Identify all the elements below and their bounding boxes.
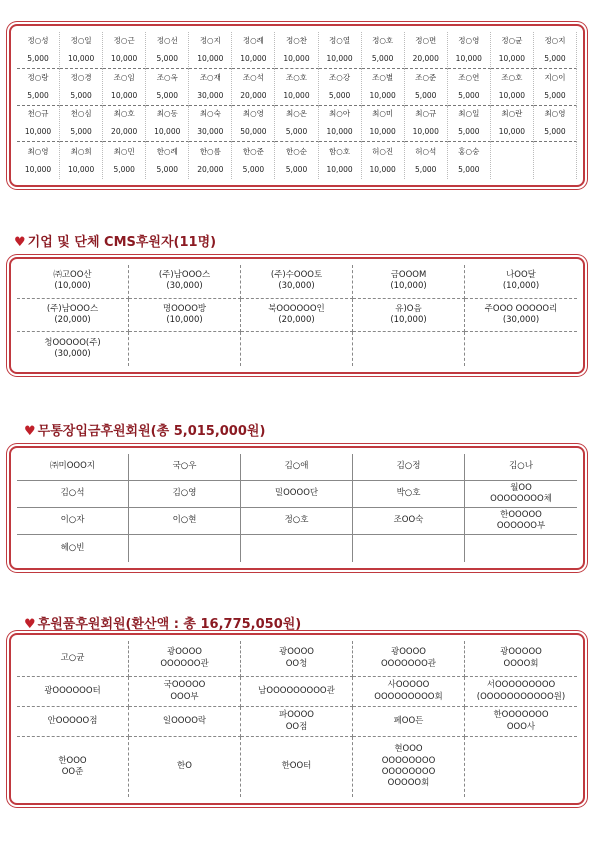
donor-name: 밀OOOO단 bbox=[274, 488, 319, 499]
donor-cell bbox=[17, 265, 129, 299]
donor-name: 광OOOOOO터 bbox=[44, 685, 101, 696]
donor-cell bbox=[241, 641, 353, 677]
donor-cell bbox=[448, 69, 491, 106]
donor-cell bbox=[241, 265, 353, 299]
donor-cell bbox=[353, 641, 465, 677]
donor-cell bbox=[129, 299, 241, 333]
donor-cell bbox=[129, 454, 241, 481]
donor-name: 정○지 bbox=[199, 35, 221, 45]
donor-name: 김○애 bbox=[284, 461, 309, 472]
donor-detail: 20,000 bbox=[197, 164, 224, 174]
donor-cell bbox=[362, 32, 405, 69]
section-heading-bank bbox=[24, 420, 265, 439]
donor-cell bbox=[241, 737, 353, 797]
donor-cell bbox=[275, 106, 318, 143]
heart-icon: ♥ bbox=[24, 424, 36, 439]
donor-name: 안OOOOO점 bbox=[47, 715, 98, 726]
donor-name: 정○선 bbox=[156, 35, 178, 45]
donor-cell bbox=[319, 32, 362, 69]
donor-detail: 5,000 bbox=[328, 90, 351, 100]
donor-grid-bank bbox=[9, 446, 585, 570]
donor-cell bbox=[465, 265, 577, 299]
donor-detail: 10,000 bbox=[24, 164, 52, 174]
donor-name: 파OOOO bbox=[279, 710, 314, 721]
donor-cell bbox=[103, 142, 146, 179]
donor-name: 정○지 bbox=[544, 35, 566, 45]
donor-detail: OOOOOOOOO회 bbox=[374, 691, 443, 702]
donor-detail: 30,000 bbox=[197, 127, 224, 137]
donor-detail: 30,000 bbox=[197, 90, 224, 100]
donor-cell bbox=[17, 677, 129, 707]
donor-detail: 5,000 bbox=[285, 127, 308, 137]
donor-cell bbox=[17, 299, 129, 333]
donor-name: 조○연 bbox=[458, 72, 480, 82]
donor-name: 조OO숙 bbox=[393, 515, 424, 526]
donor-name: 정○성 bbox=[27, 35, 49, 45]
donor-detail: 10,000 bbox=[326, 164, 353, 174]
donor-cell bbox=[17, 508, 129, 535]
donor-cell bbox=[465, 299, 577, 333]
donor-name: 광OOOO bbox=[167, 647, 202, 658]
donor-cell bbox=[103, 69, 146, 106]
donor-cell bbox=[491, 106, 534, 143]
donor-name: 페OO든 bbox=[393, 715, 424, 726]
heart-icon: ♥ bbox=[14, 235, 26, 250]
donor-detail: 10,000 bbox=[498, 53, 525, 63]
donor-cell bbox=[448, 142, 491, 179]
donor-cell bbox=[17, 332, 129, 366]
donor-cell bbox=[129, 707, 241, 737]
donor-name: 조○호 bbox=[501, 72, 523, 82]
donor-detail: 5,000 bbox=[285, 164, 308, 174]
donor-name: 정○균 bbox=[501, 35, 523, 45]
donor-name: 한OO터 bbox=[281, 761, 312, 772]
donor-detail: OOOOO회 bbox=[387, 778, 430, 789]
donor-name: 최○영 bbox=[242, 109, 264, 119]
donor-detail: 10,000 bbox=[283, 90, 310, 100]
donor-cell bbox=[465, 707, 577, 737]
donor-cell bbox=[103, 32, 146, 69]
donor-cell bbox=[465, 535, 577, 562]
section-heading-goods bbox=[24, 613, 301, 632]
donor-cell bbox=[491, 69, 534, 106]
donor-detail: OOOO회 bbox=[503, 658, 539, 669]
heart-icon: ♥ bbox=[24, 617, 36, 632]
donor-cell bbox=[353, 454, 465, 481]
donor-name: 정○열 bbox=[329, 35, 351, 45]
donor-cell bbox=[241, 332, 353, 366]
donor-name: (주)남OOO스 bbox=[158, 269, 211, 280]
donor-name: 정○일 bbox=[70, 35, 92, 45]
donor-name: 나OO달 bbox=[506, 269, 536, 280]
donor-name: 한OOOOOOO bbox=[493, 710, 549, 721]
donor-name: 최○숙 bbox=[199, 109, 221, 119]
donor-name: 사OOOOO bbox=[387, 680, 430, 691]
donor-name: 광OOOO bbox=[391, 647, 426, 658]
donor-name: 한OOOOO bbox=[500, 509, 542, 520]
donor-detail: 50,000 bbox=[240, 127, 267, 137]
donor-detail: (10,000) bbox=[502, 281, 540, 292]
donor-cell bbox=[319, 106, 362, 143]
donor-cell bbox=[465, 332, 577, 366]
donor-cell bbox=[362, 142, 405, 179]
donor-detail: 5,000 bbox=[113, 164, 135, 174]
donor-detail: 5,000 bbox=[242, 164, 265, 174]
donor-cell bbox=[232, 106, 275, 143]
donor-detail: OOO부 bbox=[170, 691, 199, 702]
donor-name: 청OOOOO(주) bbox=[44, 337, 101, 348]
donor-grid-4 bbox=[17, 641, 577, 797]
donor-detail: 10,000 bbox=[67, 164, 95, 174]
section-title: 후원품후원회원(환산액 : 총 16,775,050원) bbox=[37, 617, 302, 632]
donor-cell bbox=[448, 32, 491, 69]
donor-detail: OOOOOO관 bbox=[160, 658, 209, 669]
donor-cell bbox=[362, 106, 405, 143]
donor-detail: 10,000 bbox=[154, 127, 181, 137]
donor-detail: 5,000 bbox=[544, 53, 566, 63]
donor-cell bbox=[353, 535, 465, 562]
donor-detail: 10,000 bbox=[111, 53, 138, 63]
donor-name: 한○준 bbox=[242, 146, 264, 156]
donor-name: 정○호 bbox=[284, 515, 309, 526]
donor-cell bbox=[129, 535, 241, 562]
donor-name: 최○영 bbox=[27, 146, 49, 156]
donor-cell bbox=[17, 69, 60, 106]
donor-name: 최○호 bbox=[113, 109, 135, 119]
donor-cell bbox=[129, 481, 241, 508]
section-heading-corporate bbox=[14, 231, 216, 250]
donor-cell bbox=[465, 454, 577, 481]
section-title: 무통장입금후원회원(총 5,015,000원) bbox=[37, 424, 266, 439]
donor-cell bbox=[129, 737, 241, 797]
donor-detail: 10,000 bbox=[498, 90, 525, 100]
donor-detail: 5,000 bbox=[156, 164, 178, 174]
donor-name: 월OO bbox=[510, 482, 532, 493]
donor-cell bbox=[534, 32, 577, 69]
donor-name: 한O bbox=[177, 761, 192, 772]
donor-cell bbox=[405, 142, 448, 179]
donor-name: 북OOOOOO인 bbox=[268, 303, 325, 314]
donor-cell bbox=[405, 32, 448, 69]
donor-name: 김○나 bbox=[509, 461, 533, 472]
donor-cell bbox=[353, 508, 465, 535]
donor-name: 천○심 bbox=[70, 109, 92, 119]
donor-detail: OOOOOOOO bbox=[381, 767, 436, 777]
donor-name: 한○순 bbox=[285, 146, 308, 156]
donor-cell bbox=[146, 142, 189, 179]
donor-cell bbox=[534, 142, 577, 179]
donor-grid-3 bbox=[17, 454, 577, 562]
donor-detail: 20,000 bbox=[240, 90, 267, 100]
donor-name: 함○호 bbox=[329, 146, 351, 156]
donor-detail: 5,000 bbox=[458, 164, 480, 174]
donor-name: 최○영 bbox=[544, 109, 566, 119]
donor-cell bbox=[491, 142, 534, 179]
donor-cell bbox=[241, 481, 353, 508]
donor-name: 김○석 bbox=[60, 488, 85, 499]
donor-cell bbox=[17, 454, 129, 481]
donor-name: 남OOOOOOOOO관 bbox=[258, 685, 335, 696]
donor-cell bbox=[353, 265, 465, 299]
donor-cell bbox=[146, 69, 189, 106]
donor-cell bbox=[319, 142, 362, 179]
donor-cell bbox=[275, 32, 318, 69]
donor-name: 홍○숭 bbox=[458, 146, 480, 156]
donor-detail: 5,000 bbox=[371, 53, 394, 63]
donor-cell bbox=[465, 641, 577, 677]
donor-cell bbox=[17, 106, 60, 143]
donor-name: 정○랑 bbox=[27, 72, 49, 82]
donor-detail: 10,000 bbox=[283, 53, 310, 63]
donor-name: 조○준 bbox=[415, 72, 437, 82]
donor-cell bbox=[465, 508, 577, 535]
donor-cell bbox=[241, 299, 353, 333]
donor-name: 허○석 bbox=[415, 146, 437, 156]
donor-name: 조○석 bbox=[242, 72, 264, 82]
donor-name: 헤○빈 bbox=[60, 542, 85, 553]
donor-detail: 10,000 bbox=[24, 127, 52, 137]
donor-cell bbox=[60, 106, 103, 143]
donor-cell bbox=[17, 32, 60, 69]
donor-name: (주)남OOO스 bbox=[46, 303, 99, 314]
donor-name: 정○례 bbox=[242, 35, 264, 45]
donor-detail: 10,000 bbox=[240, 53, 267, 63]
donor-grid-goods bbox=[9, 633, 585, 805]
donor-name: 박○호 bbox=[396, 488, 421, 499]
donor-name: 조○호 bbox=[285, 72, 308, 82]
donor-cell bbox=[353, 707, 465, 737]
donor-cell bbox=[353, 737, 465, 797]
donor-detail: 5,000 bbox=[156, 53, 178, 63]
donor-detail: (30,000) bbox=[502, 314, 540, 325]
donor-cell bbox=[353, 332, 465, 366]
donor-detail: 5,000 bbox=[70, 90, 92, 100]
donor-detail: (10,000) bbox=[390, 314, 427, 325]
donor-detail: 10,000 bbox=[369, 164, 396, 174]
donor-cell bbox=[353, 481, 465, 508]
donor-detail: OO점 bbox=[285, 721, 308, 732]
donor-grid-corporate bbox=[9, 257, 585, 374]
donor-cell bbox=[353, 677, 465, 707]
donor-name: 최○민 bbox=[113, 146, 135, 156]
donor-name: ㈜미OOO지 bbox=[50, 461, 95, 472]
donor-cell bbox=[241, 677, 353, 707]
donor-detail: 10,000 bbox=[67, 53, 95, 63]
donor-cell bbox=[129, 265, 241, 299]
donor-detail: (10,000) bbox=[166, 314, 203, 325]
donor-cell bbox=[362, 69, 405, 106]
donor-name: 조○별 bbox=[372, 72, 394, 82]
donor-name: 조○옥 bbox=[156, 72, 178, 82]
donor-detail: 10,000 bbox=[326, 127, 353, 137]
donor-cell bbox=[17, 641, 129, 677]
donor-name: ㈜고OO산 bbox=[53, 269, 92, 280]
donor-name: 한○름 bbox=[199, 146, 221, 156]
donor-cell bbox=[241, 535, 353, 562]
donor-name: 국○우 bbox=[172, 461, 197, 472]
donor-name: 고○균 bbox=[60, 652, 85, 663]
donor-cell bbox=[534, 106, 577, 143]
donor-detail: 5,000 bbox=[458, 127, 480, 137]
donor-detail: 10,000 bbox=[326, 53, 353, 63]
donor-name: 김○정 bbox=[396, 461, 421, 472]
donor-cell bbox=[60, 32, 103, 69]
donor-cell bbox=[189, 69, 232, 106]
donor-name: 최○규 bbox=[415, 109, 437, 119]
donor-name: 지○이 bbox=[544, 72, 566, 82]
donor-grid-1 bbox=[17, 32, 577, 179]
donor-detail: 10,000 bbox=[197, 53, 224, 63]
donor-cell bbox=[534, 69, 577, 106]
donor-detail: OOOOOOOO bbox=[381, 755, 436, 766]
donor-name: 김○영 bbox=[172, 488, 197, 499]
donor-name: (주)수OOO토 bbox=[270, 269, 323, 280]
donor-name: 정○면 bbox=[415, 35, 437, 45]
donor-cell bbox=[232, 32, 275, 69]
donor-detail: 5,000 bbox=[544, 127, 566, 137]
donor-detail: 10,000 bbox=[455, 53, 482, 63]
donor-detail: (30,000) bbox=[278, 281, 315, 292]
donor-cell bbox=[232, 142, 275, 179]
donor-name: 정○영 bbox=[458, 35, 480, 45]
donor-cell bbox=[189, 32, 232, 69]
donor-detail: 20,000 bbox=[412, 53, 439, 63]
donor-cell bbox=[275, 69, 318, 106]
donor-cell bbox=[17, 142, 60, 179]
donor-cell bbox=[241, 454, 353, 481]
donor-cell bbox=[129, 508, 241, 535]
donor-cell bbox=[189, 142, 232, 179]
donor-detail: OOO사 bbox=[506, 721, 536, 732]
donor-name: 이○자 bbox=[60, 515, 85, 526]
donor-name: 최○란 bbox=[501, 109, 523, 119]
donor-detail: 5,000 bbox=[544, 90, 566, 100]
donor-grid-2 bbox=[17, 265, 577, 366]
donor-cell bbox=[129, 332, 241, 366]
donor-cell bbox=[146, 106, 189, 143]
donor-detail: 10,000 bbox=[412, 127, 439, 137]
donor-cell bbox=[189, 106, 232, 143]
donor-cell bbox=[60, 69, 103, 106]
donor-name: 이○현 bbox=[172, 515, 197, 526]
donor-detail: (20,000) bbox=[278, 314, 315, 325]
donor-name: 한○례 bbox=[156, 146, 178, 156]
donor-cell bbox=[17, 481, 129, 508]
donor-name: 최○미 bbox=[372, 109, 394, 119]
donor-name: 조○임 bbox=[113, 72, 135, 82]
donor-name: 주OOO OOOOO리 bbox=[484, 303, 558, 314]
donor-name: 광OOOOO bbox=[500, 647, 542, 658]
donor-cell bbox=[319, 69, 362, 106]
donor-detail: OO준 bbox=[61, 767, 84, 777]
donor-name: 정○찬 bbox=[285, 35, 308, 45]
donor-detail: (20,000) bbox=[54, 314, 91, 325]
donor-cell bbox=[60, 142, 103, 179]
donor-name: 조○재 bbox=[199, 72, 221, 82]
donor-name: 한OOO bbox=[58, 755, 87, 766]
donor-name: 일OOOO락 bbox=[162, 715, 207, 726]
donor-name: 조○강 bbox=[329, 72, 351, 82]
donor-cell bbox=[129, 641, 241, 677]
donor-name: 유)O음 bbox=[395, 303, 422, 314]
donor-cell bbox=[405, 106, 448, 143]
donor-detail: 10,000 bbox=[369, 127, 396, 137]
donor-cell bbox=[491, 32, 534, 69]
donor-cell bbox=[353, 299, 465, 333]
donor-cell bbox=[103, 106, 146, 143]
donor-name: 명OOOO방 bbox=[162, 303, 207, 314]
donor-cell bbox=[241, 508, 353, 535]
donor-cell bbox=[232, 69, 275, 106]
donor-name: 정○근 bbox=[113, 35, 135, 45]
donor-name: 최○일 bbox=[458, 109, 480, 119]
donor-detail: 5,000 bbox=[414, 164, 437, 174]
donor-name: 최○희 bbox=[70, 146, 92, 156]
donor-detail: (OOOOOOOOOOO원) bbox=[476, 691, 566, 702]
donor-cell bbox=[17, 535, 129, 562]
donor-name: 국OOOOO bbox=[163, 680, 206, 691]
donor-detail: OOOOOOOO체 bbox=[490, 494, 552, 504]
donor-name: 최○아 bbox=[329, 109, 351, 119]
donor-detail: 10,000 bbox=[111, 90, 138, 100]
section-title: 기업 및 단체 CMS후원자(11명) bbox=[27, 235, 217, 250]
donor-name: 최○온 bbox=[285, 109, 308, 119]
donor-cell bbox=[465, 677, 577, 707]
donor-cell bbox=[17, 707, 129, 737]
donor-name: 정○경 bbox=[70, 72, 92, 82]
donor-detail: OOOOOOO관 bbox=[380, 658, 437, 669]
donor-cell bbox=[241, 707, 353, 737]
donor-cell bbox=[129, 677, 241, 707]
donor-detail: 5,000 bbox=[70, 127, 92, 137]
donor-name: 서OOOOOOOOO bbox=[486, 680, 556, 691]
donor-detail: 5,000 bbox=[414, 90, 437, 100]
donor-detail: OOOOOO부 bbox=[496, 521, 546, 531]
donor-detail: (30,000) bbox=[166, 281, 203, 292]
donor-detail: 5,000 bbox=[458, 90, 480, 100]
donor-cell bbox=[448, 106, 491, 143]
donor-cell bbox=[17, 737, 129, 797]
donor-name: 최○동 bbox=[156, 109, 178, 119]
donor-detail: 5,000 bbox=[156, 90, 178, 100]
donor-cell bbox=[275, 142, 318, 179]
donor-detail: 5,000 bbox=[27, 90, 49, 100]
donor-name: 현OOO bbox=[394, 744, 423, 755]
donor-detail: OO청 bbox=[285, 658, 308, 669]
donor-cell bbox=[146, 32, 189, 69]
donor-name: 천○규 bbox=[27, 109, 49, 119]
donor-name: 광OOOO bbox=[279, 647, 314, 658]
donor-detail: (10,000) bbox=[390, 281, 427, 292]
donor-name: 허○진 bbox=[372, 146, 394, 156]
donor-detail: (10,000) bbox=[54, 281, 91, 292]
donor-detail: 10,000 bbox=[369, 90, 396, 100]
donor-detail: (30,000) bbox=[54, 349, 91, 360]
donor-grid-individual bbox=[9, 24, 585, 187]
donor-name: 정○호 bbox=[372, 35, 394, 45]
donor-cell bbox=[405, 69, 448, 106]
donor-cell bbox=[465, 481, 577, 508]
donor-detail: 20,000 bbox=[111, 127, 138, 137]
donor-detail: 10,000 bbox=[498, 127, 525, 137]
donor-name: 금OOOM bbox=[390, 269, 427, 280]
donor-cell bbox=[465, 737, 577, 797]
donor-detail: 5,000 bbox=[27, 53, 49, 63]
